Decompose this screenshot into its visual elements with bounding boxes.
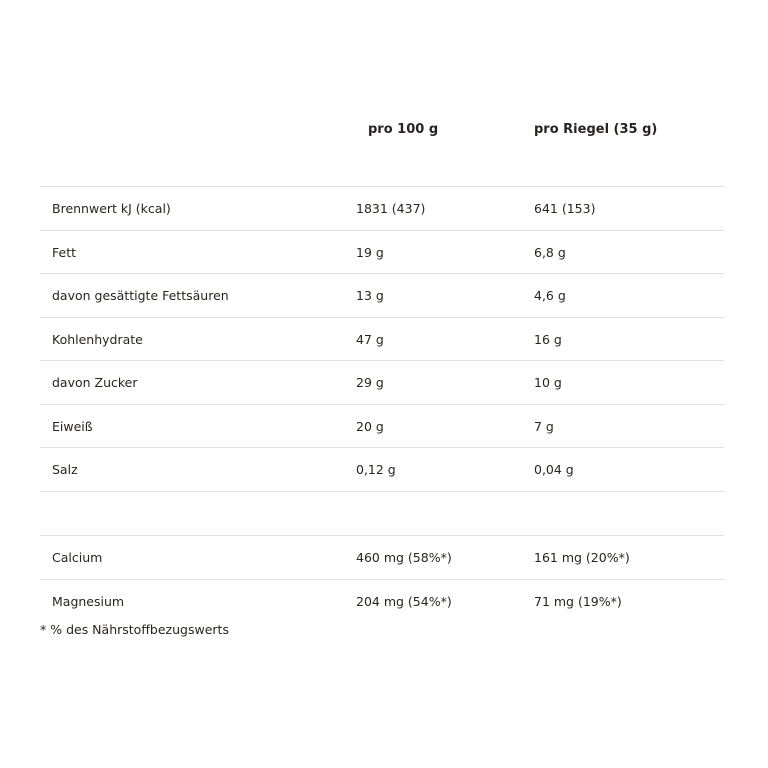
value-per-bar: 16 g — [534, 332, 562, 347]
table-row-empty — [40, 491, 724, 534]
table-header-row — [40, 116, 724, 146]
nutrient-name: Magnesium — [52, 594, 125, 609]
value-per-bar: 0,04 g — [534, 462, 574, 477]
value-per-bar: 10 g — [534, 375, 562, 390]
value-per-bar: 641 (153) — [534, 201, 596, 216]
value-per-100g: 1831 (437) — [356, 201, 426, 216]
value-per-100g: 20 g — [356, 419, 384, 434]
value-per-bar: 6,8 g — [534, 245, 566, 260]
nutrient-name: Kohlenhydrate — [52, 332, 143, 347]
nutrient-name: Salz — [52, 462, 78, 477]
nutrient-name: Eiweiß — [52, 419, 93, 434]
header-per-100g: pro 100 g — [368, 122, 439, 137]
table-row — [40, 404, 724, 447]
table-row — [40, 535, 724, 578]
nutrient-name: davon Zucker — [52, 375, 138, 390]
nutrient-name: Calcium — [52, 550, 103, 565]
value-per-100g: 47 g — [356, 332, 384, 347]
nutrient-name: Fett — [52, 245, 76, 260]
footnote: * % des Nährstoffbezugswerts — [40, 622, 229, 637]
table-row — [40, 447, 724, 490]
value-per-100g: 204 mg (54%*) — [356, 594, 452, 609]
value-per-100g: 29 g — [356, 375, 384, 390]
table-row — [40, 317, 724, 360]
table-row — [40, 579, 724, 622]
table-row — [40, 360, 724, 403]
value-per-bar: 161 mg (20%*) — [534, 550, 630, 565]
table-row — [40, 273, 724, 316]
nutrient-name: Brennwert kJ (kcal) — [52, 201, 171, 216]
nutrient-name: davon gesättigte Fettsäuren — [52, 288, 229, 303]
value-per-100g: 0,12 g — [356, 462, 396, 477]
value-per-bar: 4,6 g — [534, 288, 566, 303]
value-per-100g: 13 g — [356, 288, 384, 303]
header-per-bar: pro Riegel (35 g) — [534, 122, 658, 137]
table-row — [40, 230, 724, 273]
value-per-100g: 460 mg (58%*) — [356, 550, 452, 565]
table-row — [40, 186, 724, 229]
value-per-bar: 71 mg (19%*) — [534, 594, 622, 609]
value-per-100g: 19 g — [356, 245, 384, 260]
value-per-bar: 7 g — [534, 419, 554, 434]
